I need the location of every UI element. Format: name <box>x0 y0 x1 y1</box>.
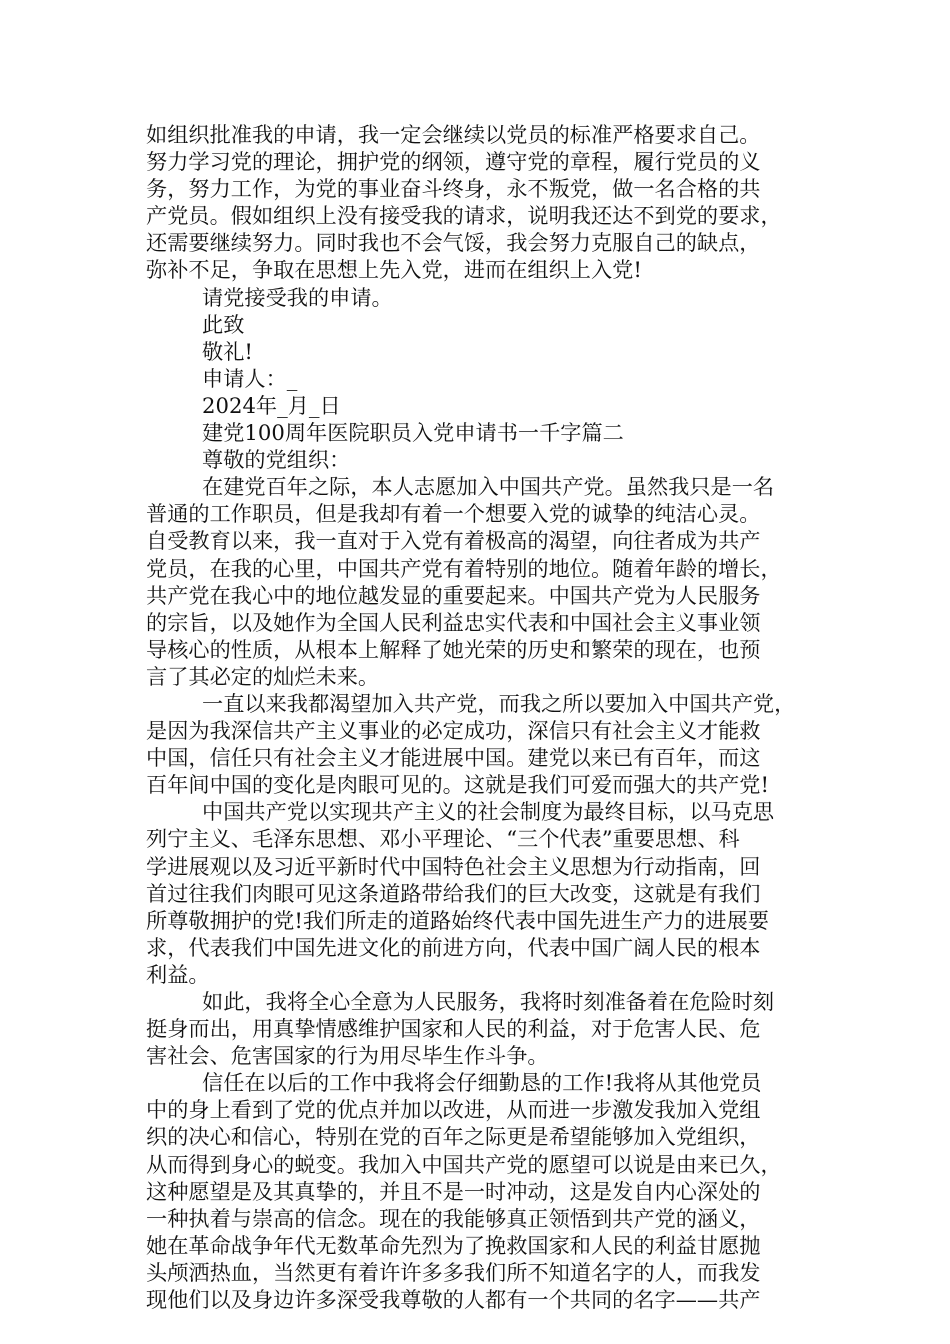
text-line: 一直以来我都渴望加入共产党，而我之所以要加入中国共产党， <box>202 690 796 716</box>
text-line: 的宗旨，以及她作为全国人民利益忠实代表和中国社会主义事业领 <box>146 609 761 635</box>
text-line: 所尊敬拥护的党!我们所走的道路始终代表中国先进生产力的进展要 <box>146 907 769 933</box>
text-line: 这种愿望是及其真挚的，并且不是一时冲动，这是发自内心深处的 <box>146 1178 761 1204</box>
text-line: 在建党百年之际，本人志愿加入中国共产党。虽然我只是一名 <box>202 474 775 500</box>
text-line: 弥补不足，争取在思想上先入党，进而在组织上入党! <box>146 257 642 283</box>
text-line: 务，努力工作，为党的事业奋斗终身，永不叛党，做一名合格的共 <box>146 176 761 202</box>
text-line: 首过往我们肉眼可见这条道路带给我们的巨大改变，这就是有我们 <box>146 880 761 906</box>
text-line: 努力学习党的理论，拥护党的纲领，遵守党的章程，履行党员的义 <box>146 149 761 175</box>
text-line: 头颅洒热血，当然更有着许许多多我们所不知道名字的人，而我发 <box>146 1259 761 1285</box>
text-line: 申请人：_ <box>202 365 298 391</box>
text-line: 中国共产党以实现共产主义的社会制度为最终目标，以马克思 <box>202 799 775 825</box>
text-line: 从而得到身心的蜕变。我加入中国共产党的愿望可以说是由来已久， <box>146 1151 782 1177</box>
text-line: 自受教育以来，我一直对于入党有着极高的渴望，向往者成为共产 <box>146 528 761 554</box>
text-line: 2024年_月_日 <box>202 392 341 418</box>
text-line: 建党100周年医院职员入党申请书一千字篇二 <box>202 420 624 446</box>
text-line: 产党员。假如组织上没有接受我的请求，说明我还达不到党的要求， <box>146 203 782 229</box>
text-line: 导核心的性质，从根本上解释了她光荣的历史和繁荣的现在，也预 <box>146 636 761 662</box>
text-line: 此致 <box>202 311 245 337</box>
text-line: 织的决心和信心，特别在党的百年之际更是希望能够加入党组织， <box>146 1124 761 1150</box>
text-line: 如此，我将全心全意为人民服务，我将时刻准备着在危险时刻 <box>202 989 775 1014</box>
text-line: 挺身而出，用真挚情感维护国家和人民的利益，对于危害人民、危 <box>146 1016 761 1042</box>
text-line: 求，代表我们中国先进文化的前进方向，代表中国广阔人民的根本 <box>146 934 761 960</box>
text-line: 敬礼! <box>202 338 253 364</box>
text-line: 她在革命战争年代无数革命先烈为了挽救国家和人民的利益甘愿抛 <box>146 1232 761 1258</box>
text-line: 还需要继续努力。同时我也不会气馁，我会努力克服自己的缺点， <box>146 230 761 256</box>
text-line: 害社会、危害国家的行为用尽毕生作斗争。 <box>146 1043 549 1069</box>
text-line: 现他们以及身边许多深受我尊敬的人都有一个共同的名字——共产 <box>146 1287 761 1313</box>
text-line: 请党接受我的申请。 <box>202 284 393 310</box>
document-page <box>146 121 836 1313</box>
text-line: 百年间中国的变化是肉眼可见的。这就是我们可爱而强大的共产党! <box>146 772 769 798</box>
text-line: 利益。 <box>146 961 210 987</box>
text-line: 共产党在我心中的地位越发显的重要起来。中国共产党为人民服务 <box>146 582 761 608</box>
text-line: 列宁主义、毛泽东思想、邓小平理论、“三个代表”重要思想、科 <box>146 826 740 852</box>
text-line: 信任在以后的工作中我将会仔细勤恳的工作!我将从其他党员 <box>202 1070 762 1096</box>
text-line: 党员，在我的心里，中国共产党有着特别的地位。随着年龄的增长， <box>146 555 782 581</box>
text-line: 是因为我深信共产主义事业的必定成功，深信只有社会主义才能救 <box>146 718 761 744</box>
text-line: 如组织批准我的申请，我一定会继续以党员的标准严格要求自己。 <box>146 122 761 147</box>
text-line: 言了其必定的灿烂未来。 <box>146 663 380 689</box>
text-line: 普通的工作职员，但是我却有着一个想要入党的诚挚的纯洁心灵。 <box>146 501 761 527</box>
text-line: 学进展观以及习近平新时代中国特色社会主义思想为行动指南，回 <box>146 853 761 879</box>
text-line: 尊敬的党组织： <box>202 447 351 473</box>
text-line: 中国，信任只有社会主义才能进展中国。建党以来已有百年，而这 <box>146 745 761 771</box>
text-line: 中的身上看到了党的优点并加以改进，从而进一步激发我加入党组 <box>146 1097 761 1123</box>
text-line: 一种执着与崇高的信念。现在的我能够真正领悟到共产党的涵义， <box>146 1205 761 1231</box>
